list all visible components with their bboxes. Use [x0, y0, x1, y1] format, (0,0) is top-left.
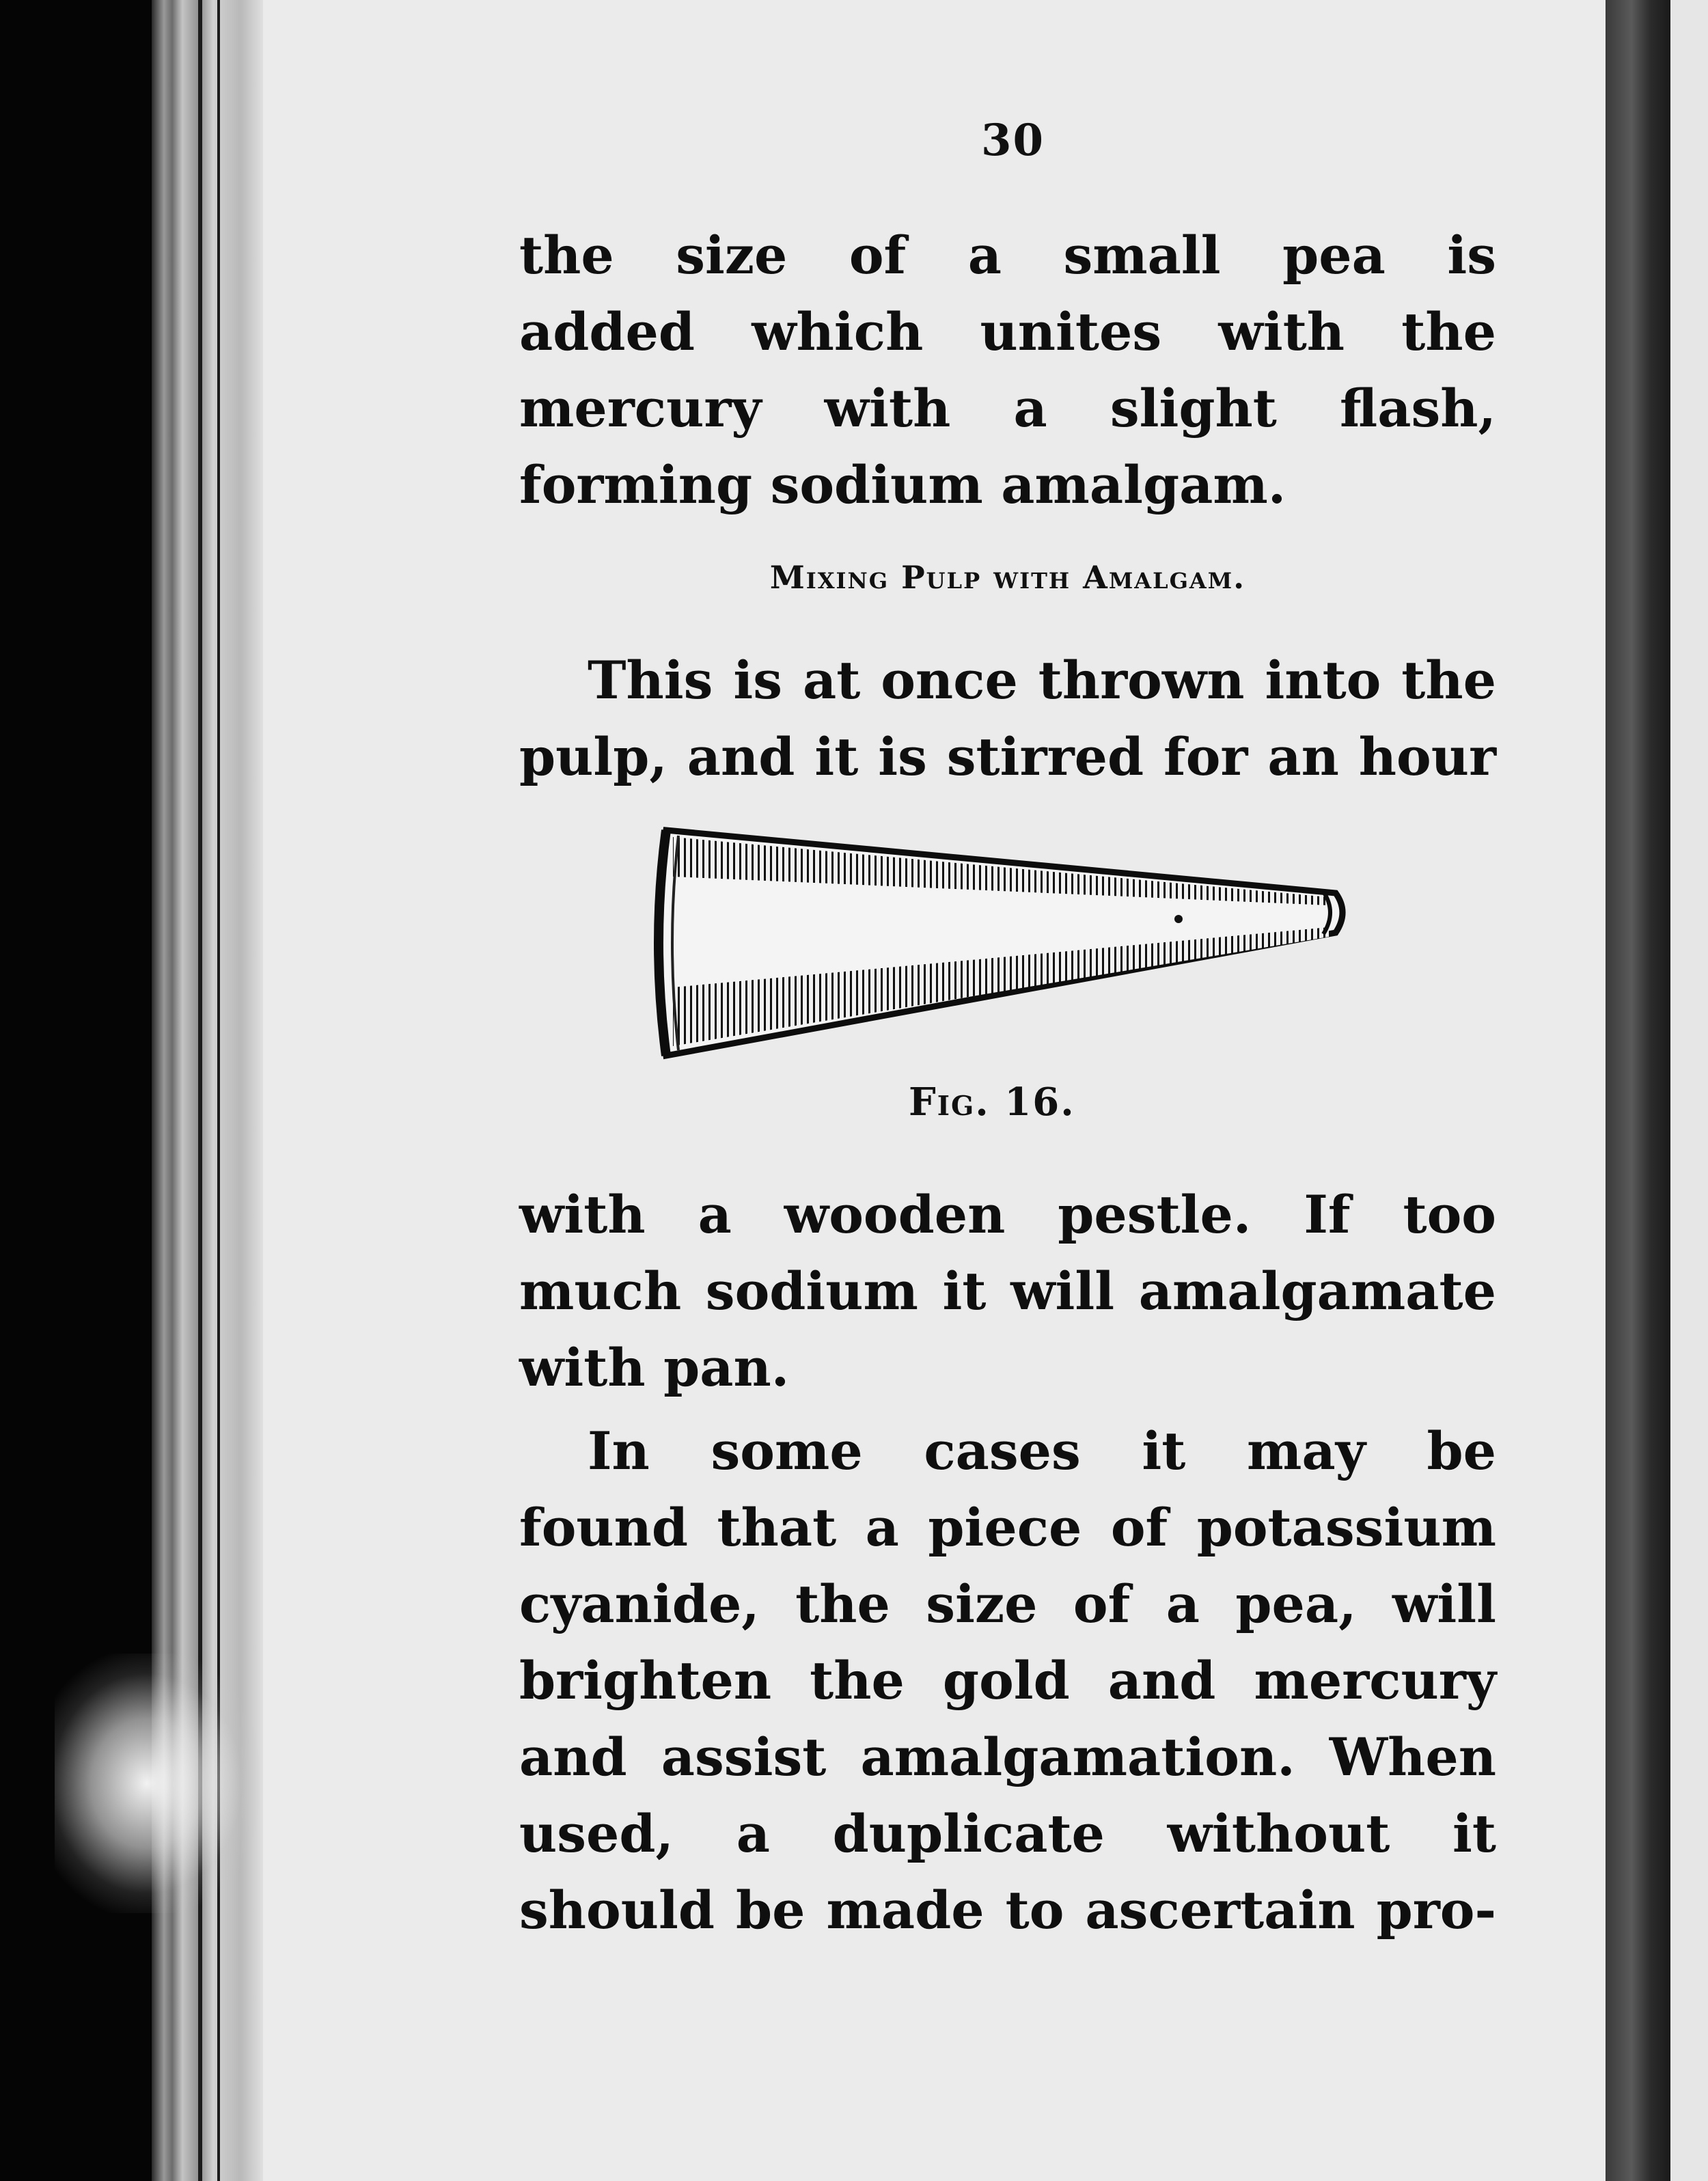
- paragraph-2: [519, 642, 1496, 795]
- paragraph-3: [519, 1177, 1496, 1406]
- text-line: In some cases it may be: [588, 1421, 1496, 1481]
- figure-caption: Fig. 16.: [909, 1080, 1075, 1125]
- text-line: found that a piece of potassium: [519, 1497, 1496, 1558]
- text-line: mercury with a slight flash,: [519, 378, 1496, 439]
- page-number: 30: [981, 115, 1045, 166]
- text-line: and assist amalgamation. When: [519, 1727, 1496, 1787]
- text-line: with pan.: [519, 1337, 790, 1398]
- paragraph-1: [519, 217, 1496, 523]
- paragraph-4: [519, 1413, 1496, 1949]
- text-line: with a wooden pestle. If too: [519, 1184, 1496, 1245]
- text-line: used, a duplicate without it: [519, 1803, 1496, 1864]
- text-line: This is at once thrown into the: [588, 650, 1496, 711]
- next-page-edge: [1670, 0, 1708, 2181]
- text-line: added which unites with the: [519, 301, 1496, 362]
- paper-stain: [55, 1654, 260, 1913]
- section-heading: Mixing Pulp with Amalgam.: [769, 559, 1246, 596]
- text-line: much sodium it will amalgamate: [519, 1261, 1496, 1321]
- text-line: should be made to ascertain pro-: [519, 1880, 1496, 1940]
- text-line: cyanide, the size of a pea, will: [519, 1574, 1496, 1634]
- text-line: brighten the gold and mercury: [519, 1650, 1496, 1711]
- text-line: forming sodium amalgam.: [519, 454, 1286, 515]
- book-edge-right: [1606, 0, 1670, 2181]
- text-line: pulp, and it is stirred for an hour: [519, 726, 1496, 787]
- text-line: the size of a small pea is: [519, 225, 1496, 286]
- wooden-pestle-illustration: [646, 817, 1363, 1069]
